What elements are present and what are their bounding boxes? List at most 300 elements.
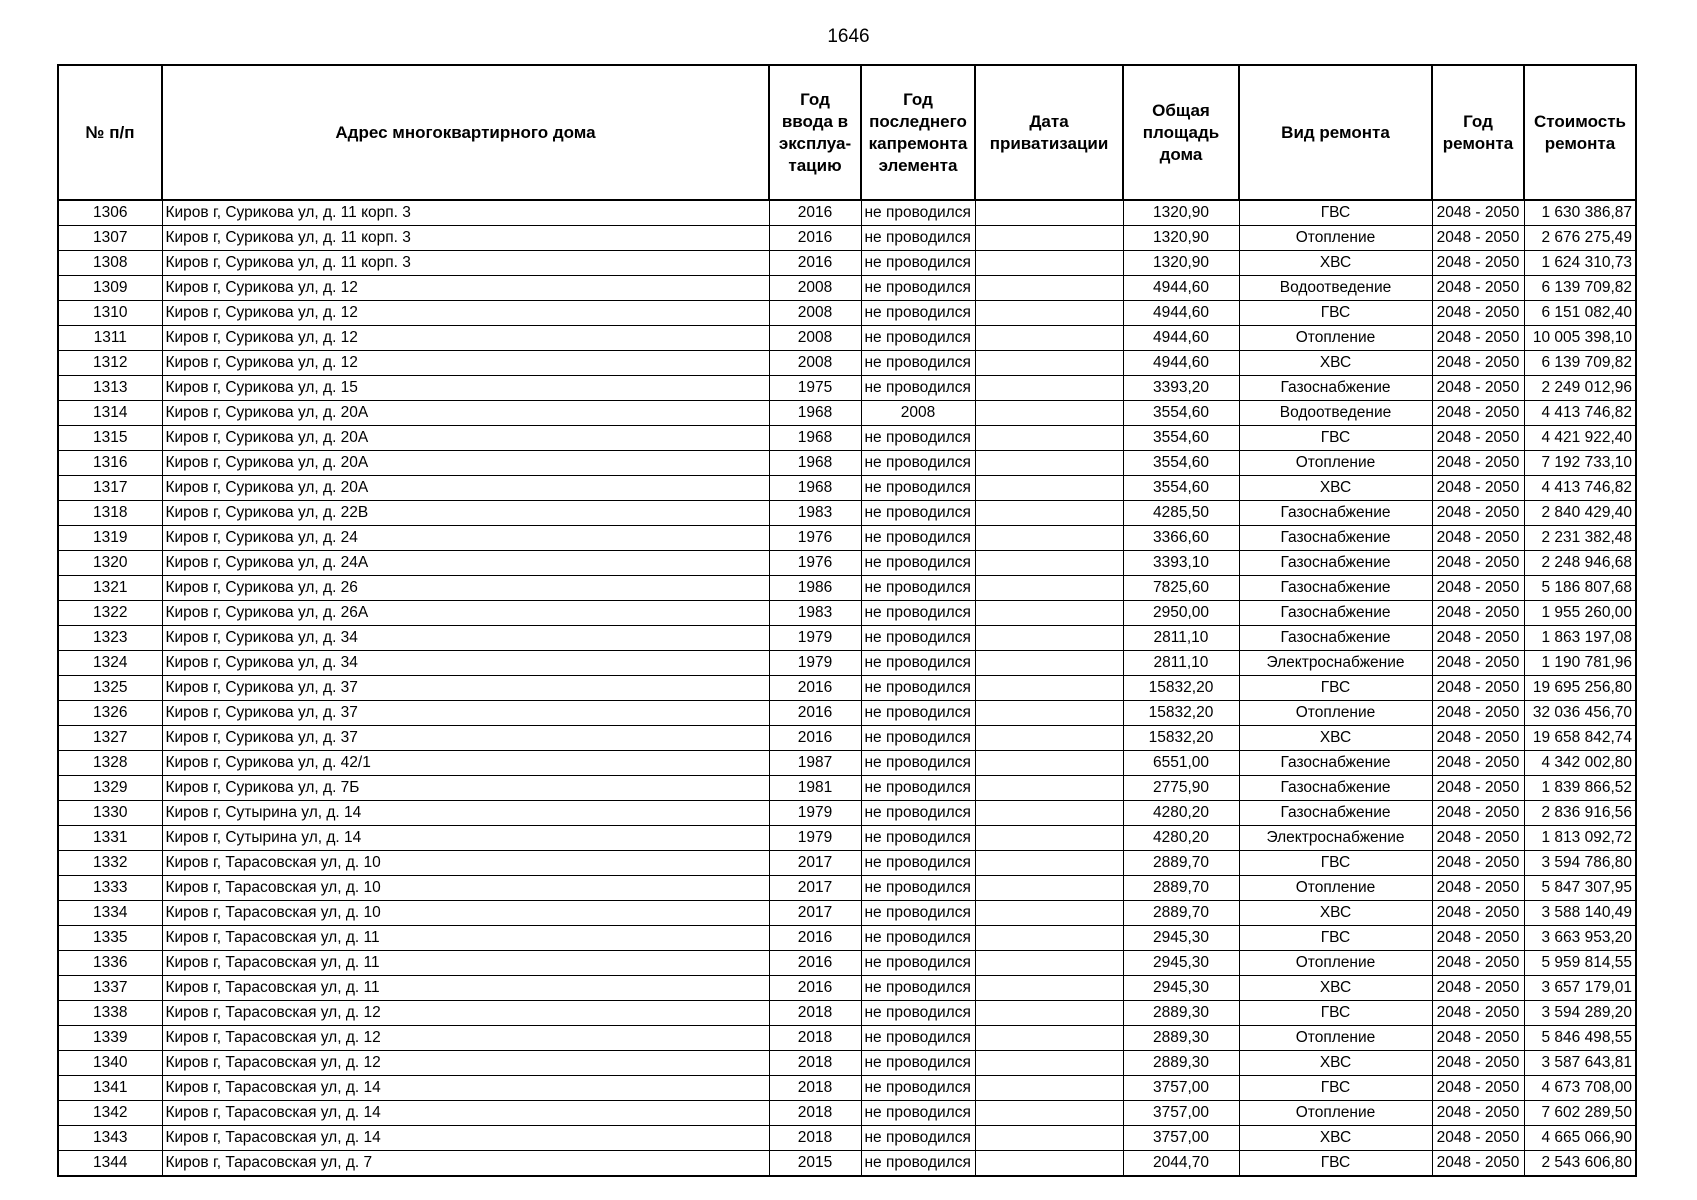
row-year-cell: 1983 (769, 501, 861, 526)
row-area-cell: 2889,30 (1123, 1051, 1239, 1076)
row-repair-type-cell: Газоснабжение (1239, 776, 1432, 801)
row-privatization-cell (975, 251, 1123, 276)
row-repair-period-cell: 2048 - 2050 (1432, 1051, 1524, 1076)
row-repair-period-cell: 2048 - 2050 (1432, 1001, 1524, 1026)
row-repair-type-cell: ХВС (1239, 901, 1432, 926)
row-year-cell: 1968 (769, 426, 861, 451)
row-area-cell: 7825,60 (1123, 576, 1239, 601)
table-row (58, 826, 1636, 851)
row-num-cell: 1310 (58, 301, 162, 326)
row-repair-period-cell: 2048 - 2050 (1432, 801, 1524, 826)
row-area-cell: 3554,60 (1123, 426, 1239, 451)
row-num-cell: 1328 (58, 751, 162, 776)
row-num-cell: 1334 (58, 901, 162, 926)
row-privatization-cell (975, 751, 1123, 776)
row-repair-type-cell: ХВС (1239, 976, 1432, 1001)
row-num-cell: 1331 (58, 826, 162, 851)
row-repair-type-cell: Газоснабжение (1239, 551, 1432, 576)
row-cost-cell: 4 665 066,90 (1524, 1126, 1636, 1151)
table-row (58, 1076, 1636, 1101)
row-repair-type-cell: ХВС (1239, 351, 1432, 376)
row-year-cell: 2018 (769, 1026, 861, 1051)
row-privatization-cell (975, 476, 1123, 501)
row-repair-period-cell: 2048 - 2050 (1432, 726, 1524, 751)
row-year-cell: 2016 (769, 951, 861, 976)
row-privatization-cell (975, 1076, 1123, 1101)
row-address-cell: Киров г, Сутырина ул, д. 14 (162, 826, 769, 851)
row-area-cell: 3757,00 (1123, 1126, 1239, 1151)
row-last-repair-cell: не проводился (861, 826, 975, 851)
header-repair-year: Год ремонта (1432, 65, 1524, 200)
row-last-repair-cell: не проводился (861, 1126, 975, 1151)
row-repair-period-cell: 2048 - 2050 (1432, 351, 1524, 376)
row-privatization-cell (975, 376, 1123, 401)
row-year-cell: 1981 (769, 776, 861, 801)
table-row (58, 526, 1636, 551)
row-privatization-cell (975, 876, 1123, 901)
row-address-cell: Киров г, Тарасовская ул, д. 11 (162, 926, 769, 951)
row-num-cell: 1327 (58, 726, 162, 751)
row-num-cell: 1341 (58, 1076, 162, 1101)
row-repair-period-cell: 2048 - 2050 (1432, 976, 1524, 1001)
row-year-cell: 2018 (769, 1051, 861, 1076)
table-row (58, 776, 1636, 801)
table-row (58, 401, 1636, 426)
row-cost-cell: 4 673 708,00 (1524, 1076, 1636, 1101)
row-repair-type-cell: Газоснабжение (1239, 576, 1432, 601)
row-last-repair-cell: не проводился (861, 1001, 975, 1026)
row-repair-type-cell: ХВС (1239, 251, 1432, 276)
row-privatization-cell (975, 826, 1123, 851)
row-repair-type-cell: ГВС (1239, 301, 1432, 326)
row-num-cell: 1326 (58, 701, 162, 726)
row-repair-type-cell: ГВС (1239, 1076, 1432, 1101)
table-row (58, 476, 1636, 501)
row-privatization-cell (975, 976, 1123, 1001)
row-last-repair-cell: не проводился (861, 551, 975, 576)
row-num-cell: 1343 (58, 1126, 162, 1151)
row-repair-type-cell: Газоснабжение (1239, 526, 1432, 551)
row-year-cell: 2017 (769, 876, 861, 901)
row-area-cell: 3393,20 (1123, 376, 1239, 401)
table-row (58, 551, 1636, 576)
row-address-cell: Киров г, Сурикова ул, д. 37 (162, 701, 769, 726)
row-address-cell: Киров г, Сурикова ул, д. 20А (162, 476, 769, 501)
row-address-cell: Киров г, Сурикова ул, д. 37 (162, 726, 769, 751)
row-repair-period-cell: 2048 - 2050 (1432, 1126, 1524, 1151)
row-address-cell: Киров г, Тарасовская ул, д. 10 (162, 876, 769, 901)
row-privatization-cell (975, 726, 1123, 751)
header-year-commission: Год ввода в эксплуа-тацию (769, 65, 861, 200)
row-repair-type-cell: ГВС (1239, 1001, 1432, 1026)
row-area-cell: 6551,00 (1123, 751, 1239, 776)
row-last-repair-cell: не проводился (861, 976, 975, 1001)
row-last-repair-cell: не проводился (861, 1026, 975, 1051)
row-privatization-cell (975, 626, 1123, 651)
row-cost-cell: 6 139 709,82 (1524, 276, 1636, 301)
row-repair-period-cell: 2048 - 2050 (1432, 626, 1524, 651)
row-year-cell: 2017 (769, 901, 861, 926)
row-num-cell: 1329 (58, 776, 162, 801)
row-area-cell: 2945,30 (1123, 926, 1239, 951)
row-repair-period-cell: 2048 - 2050 (1432, 526, 1524, 551)
row-cost-cell: 5 846 498,55 (1524, 1026, 1636, 1051)
row-repair-type-cell: Электроснабжение (1239, 826, 1432, 851)
row-cost-cell: 4 421 922,40 (1524, 426, 1636, 451)
row-address-cell: Киров г, Сурикова ул, д. 12 (162, 351, 769, 376)
row-privatization-cell (975, 226, 1123, 251)
row-year-cell: 2016 (769, 726, 861, 751)
row-year-cell: 1976 (769, 526, 861, 551)
row-area-cell: 2945,30 (1123, 976, 1239, 1001)
row-cost-cell: 32 036 456,70 (1524, 701, 1636, 726)
row-privatization-cell (975, 1051, 1123, 1076)
row-cost-cell: 2 543 606,80 (1524, 1151, 1636, 1177)
row-repair-type-cell: Газоснабжение (1239, 501, 1432, 526)
row-year-cell: 2016 (769, 926, 861, 951)
table-row (58, 226, 1636, 251)
row-year-cell: 1979 (769, 626, 861, 651)
row-area-cell: 2889,70 (1123, 876, 1239, 901)
table-row (58, 751, 1636, 776)
row-repair-period-cell: 2048 - 2050 (1432, 451, 1524, 476)
row-last-repair-cell: не проводился (861, 676, 975, 701)
row-area-cell: 3757,00 (1123, 1076, 1239, 1101)
row-last-repair-cell: не проводился (861, 426, 975, 451)
row-cost-cell: 3 657 179,01 (1524, 976, 1636, 1001)
table-row (58, 301, 1636, 326)
row-privatization-cell (975, 926, 1123, 951)
table-row (58, 200, 1636, 226)
row-num-cell: 1330 (58, 801, 162, 826)
row-repair-period-cell: 2048 - 2050 (1432, 426, 1524, 451)
row-repair-type-cell: ХВС (1239, 476, 1432, 501)
row-num-cell: 1325 (58, 676, 162, 701)
row-area-cell: 4944,60 (1123, 351, 1239, 376)
row-privatization-cell (975, 501, 1123, 526)
table-row (58, 251, 1636, 276)
header-cost: Стоимость ремонта (1524, 65, 1636, 200)
row-last-repair-cell: не проводился (861, 776, 975, 801)
row-repair-type-cell: Водоотведение (1239, 401, 1432, 426)
row-last-repair-cell: не проводился (861, 351, 975, 376)
row-area-cell: 4285,50 (1123, 501, 1239, 526)
table-row (58, 426, 1636, 451)
row-num-cell: 1338 (58, 1001, 162, 1026)
row-address-cell: Киров г, Тарасовская ул, д. 11 (162, 976, 769, 1001)
row-privatization-cell (975, 326, 1123, 351)
header-privatization: Дата приватизации (975, 65, 1123, 200)
row-privatization-cell (975, 351, 1123, 376)
row-cost-cell: 2 248 946,68 (1524, 551, 1636, 576)
table-row (58, 876, 1636, 901)
row-address-cell: Киров г, Сурикова ул, д. 20А (162, 426, 769, 451)
row-year-cell: 1987 (769, 751, 861, 776)
row-num-cell: 1313 (58, 376, 162, 401)
row-address-cell: Киров г, Сурикова ул, д. 12 (162, 276, 769, 301)
row-cost-cell: 10 005 398,10 (1524, 326, 1636, 351)
row-cost-cell: 2 836 916,56 (1524, 801, 1636, 826)
row-num-cell: 1340 (58, 1051, 162, 1076)
row-repair-type-cell: Отопление (1239, 876, 1432, 901)
row-repair-type-cell: Газоснабжение (1239, 801, 1432, 826)
row-area-cell: 1320,90 (1123, 200, 1239, 226)
row-area-cell: 3554,60 (1123, 401, 1239, 426)
table-row (58, 726, 1636, 751)
row-repair-type-cell: ГВС (1239, 676, 1432, 701)
row-address-cell: Киров г, Сурикова ул, д. 11 корп. 3 (162, 226, 769, 251)
row-area-cell: 2889,30 (1123, 1001, 1239, 1026)
row-year-cell: 1976 (769, 551, 861, 576)
row-area-cell: 2811,10 (1123, 651, 1239, 676)
row-repair-period-cell: 2048 - 2050 (1432, 401, 1524, 426)
table-row (58, 501, 1636, 526)
row-repair-type-cell: Газоснабжение (1239, 376, 1432, 401)
row-cost-cell: 4 342 002,80 (1524, 751, 1636, 776)
row-year-cell: 1979 (769, 826, 861, 851)
header-repair-type: Вид ремонта (1239, 65, 1432, 200)
row-year-cell: 1968 (769, 476, 861, 501)
row-num-cell: 1336 (58, 951, 162, 976)
header-num: № п/п (58, 65, 162, 200)
table-row (58, 651, 1636, 676)
row-repair-period-cell: 2048 - 2050 (1432, 501, 1524, 526)
row-repair-period-cell: 2048 - 2050 (1432, 751, 1524, 776)
row-cost-cell: 1 839 866,52 (1524, 776, 1636, 801)
row-cost-cell: 3 588 140,49 (1524, 901, 1636, 926)
row-num-cell: 1316 (58, 451, 162, 476)
row-repair-period-cell: 2048 - 2050 (1432, 326, 1524, 351)
row-cost-cell: 7 192 733,10 (1524, 451, 1636, 476)
table-row (58, 1151, 1636, 1177)
page-number: 1646 (827, 26, 870, 47)
row-cost-cell: 2 676 275,49 (1524, 226, 1636, 251)
row-repair-period-cell: 2048 - 2050 (1432, 876, 1524, 901)
row-last-repair-cell: 2008 (861, 401, 975, 426)
row-address-cell: Киров г, Сурикова ул, д. 26А (162, 601, 769, 626)
table-row (58, 951, 1636, 976)
row-privatization-cell (975, 601, 1123, 626)
row-repair-type-cell: Газоснабжение (1239, 626, 1432, 651)
row-privatization-cell (975, 1001, 1123, 1026)
row-last-repair-cell: не проводился (861, 801, 975, 826)
row-area-cell: 15832,20 (1123, 676, 1239, 701)
row-num-cell: 1342 (58, 1101, 162, 1126)
row-num-cell: 1319 (58, 526, 162, 551)
row-cost-cell: 6 151 082,40 (1524, 301, 1636, 326)
row-address-cell: Киров г, Сурикова ул, д. 37 (162, 676, 769, 701)
row-repair-type-cell: Электроснабжение (1239, 651, 1432, 676)
table-row (58, 576, 1636, 601)
row-cost-cell: 5 959 814,55 (1524, 951, 1636, 976)
row-address-cell: Киров г, Тарасовская ул, д. 11 (162, 951, 769, 976)
row-repair-period-cell: 2048 - 2050 (1432, 226, 1524, 251)
table-body (58, 200, 1636, 1176)
row-repair-type-cell: ХВС (1239, 1051, 1432, 1076)
row-repair-period-cell: 2048 - 2050 (1432, 1101, 1524, 1126)
row-num-cell: 1323 (58, 626, 162, 651)
row-cost-cell: 19 695 256,80 (1524, 676, 1636, 701)
row-area-cell: 2889,30 (1123, 1026, 1239, 1051)
row-last-repair-cell: не проводился (861, 451, 975, 476)
row-year-cell: 2018 (769, 1076, 861, 1101)
row-repair-period-cell: 2048 - 2050 (1432, 1076, 1524, 1101)
table-row (58, 276, 1636, 301)
table-row (58, 901, 1636, 926)
row-repair-period-cell: 2048 - 2050 (1432, 851, 1524, 876)
row-repair-period-cell: 2048 - 2050 (1432, 701, 1524, 726)
row-year-cell: 2018 (769, 1126, 861, 1151)
row-last-repair-cell: не проводился (861, 901, 975, 926)
row-last-repair-cell: не проводился (861, 200, 975, 226)
row-num-cell: 1306 (58, 200, 162, 226)
row-repair-period-cell: 2048 - 2050 (1432, 951, 1524, 976)
row-num-cell: 1321 (58, 576, 162, 601)
row-cost-cell: 1 863 197,08 (1524, 626, 1636, 651)
table-row (58, 601, 1636, 626)
row-last-repair-cell: не проводился (861, 476, 975, 501)
row-cost-cell: 6 139 709,82 (1524, 351, 1636, 376)
row-repair-type-cell: ГВС (1239, 200, 1432, 226)
row-cost-cell: 2 840 429,40 (1524, 501, 1636, 526)
table-row (58, 1001, 1636, 1026)
row-repair-type-cell: Отопление (1239, 1026, 1432, 1051)
row-last-repair-cell: не проводился (861, 1151, 975, 1177)
row-privatization-cell (975, 1126, 1123, 1151)
row-privatization-cell (975, 1151, 1123, 1177)
row-privatization-cell (975, 851, 1123, 876)
row-address-cell: Киров г, Тарасовская ул, д. 14 (162, 1076, 769, 1101)
table-row (58, 1101, 1636, 1126)
row-repair-period-cell: 2048 - 2050 (1432, 251, 1524, 276)
row-num-cell: 1311 (58, 326, 162, 351)
row-repair-type-cell: Газоснабжение (1239, 601, 1432, 626)
row-area-cell: 4944,60 (1123, 276, 1239, 301)
row-year-cell: 2018 (769, 1101, 861, 1126)
row-repair-type-cell: ГВС (1239, 926, 1432, 951)
row-last-repair-cell: не проводился (861, 851, 975, 876)
row-address-cell: Киров г, Сурикова ул, д. 42/1 (162, 751, 769, 776)
row-year-cell: 2016 (769, 976, 861, 1001)
row-last-repair-cell: не проводился (861, 651, 975, 676)
row-address-cell: Киров г, Сурикова ул, д. 20А (162, 451, 769, 476)
row-area-cell: 2775,90 (1123, 776, 1239, 801)
row-area-cell: 4944,60 (1123, 326, 1239, 351)
table-row (58, 801, 1636, 826)
row-year-cell: 2008 (769, 326, 861, 351)
row-privatization-cell (975, 1026, 1123, 1051)
row-repair-type-cell: Отопление (1239, 226, 1432, 251)
row-address-cell: Киров г, Тарасовская ул, д. 14 (162, 1126, 769, 1151)
row-last-repair-cell: не проводился (861, 751, 975, 776)
row-repair-type-cell: Отопление (1239, 1101, 1432, 1126)
table-row (58, 851, 1636, 876)
row-cost-cell: 1 624 310,73 (1524, 251, 1636, 276)
row-privatization-cell (975, 551, 1123, 576)
row-last-repair-cell: не проводился (861, 501, 975, 526)
row-repair-period-cell: 2048 - 2050 (1432, 676, 1524, 701)
row-last-repair-cell: не проводился (861, 951, 975, 976)
table-row (58, 451, 1636, 476)
row-address-cell: Киров г, Сурикова ул, д. 11 корп. 3 (162, 200, 769, 226)
row-num-cell: 1315 (58, 426, 162, 451)
row-year-cell: 2015 (769, 1151, 861, 1177)
row-num-cell: 1307 (58, 226, 162, 251)
row-address-cell: Киров г, Тарасовская ул, д. 12 (162, 1026, 769, 1051)
row-privatization-cell (975, 651, 1123, 676)
table-row (58, 1051, 1636, 1076)
row-repair-type-cell: ГВС (1239, 851, 1432, 876)
row-repair-type-cell: ХВС (1239, 726, 1432, 751)
table-row (58, 626, 1636, 651)
row-privatization-cell (975, 701, 1123, 726)
row-year-cell: 1979 (769, 651, 861, 676)
row-address-cell: Киров г, Тарасовская ул, д. 10 (162, 851, 769, 876)
row-area-cell: 3554,60 (1123, 476, 1239, 501)
row-cost-cell: 3 587 643,81 (1524, 1051, 1636, 1076)
row-last-repair-cell: не проводился (861, 276, 975, 301)
row-cost-cell: 2 231 382,48 (1524, 526, 1636, 551)
row-year-cell: 1986 (769, 576, 861, 601)
row-address-cell: Киров г, Сурикова ул, д. 20А (162, 401, 769, 426)
row-num-cell: 1312 (58, 351, 162, 376)
row-year-cell: 2017 (769, 851, 861, 876)
row-area-cell: 1320,90 (1123, 251, 1239, 276)
row-num-cell: 1320 (58, 551, 162, 576)
row-last-repair-cell: не проводился (861, 926, 975, 951)
table-row (58, 926, 1636, 951)
row-area-cell: 4944,60 (1123, 301, 1239, 326)
row-area-cell: 15832,20 (1123, 701, 1239, 726)
row-address-cell: Киров г, Сурикова ул, д. 12 (162, 301, 769, 326)
row-cost-cell: 7 602 289,50 (1524, 1101, 1636, 1126)
row-num-cell: 1314 (58, 401, 162, 426)
row-num-cell: 1308 (58, 251, 162, 276)
header-address: Адрес многоквартирного дома (162, 65, 769, 200)
row-privatization-cell (975, 451, 1123, 476)
row-area-cell: 3757,00 (1123, 1101, 1239, 1126)
row-repair-period-cell: 2048 - 2050 (1432, 926, 1524, 951)
row-area-cell: 4280,20 (1123, 826, 1239, 851)
row-privatization-cell (975, 276, 1123, 301)
row-cost-cell: 5 847 307,95 (1524, 876, 1636, 901)
row-repair-period-cell: 2048 - 2050 (1432, 200, 1524, 226)
row-privatization-cell (975, 776, 1123, 801)
row-address-cell: Киров г, Сутырина ул, д. 14 (162, 801, 769, 826)
row-repair-period-cell: 2048 - 2050 (1432, 601, 1524, 626)
row-last-repair-cell: не проводился (861, 251, 975, 276)
row-last-repair-cell: не проводился (861, 301, 975, 326)
row-last-repair-cell: не проводился (861, 601, 975, 626)
row-cost-cell: 3 594 289,20 (1524, 1001, 1636, 1026)
row-cost-cell: 4 413 746,82 (1524, 401, 1636, 426)
row-cost-cell: 19 658 842,74 (1524, 726, 1636, 751)
row-year-cell: 2016 (769, 701, 861, 726)
row-repair-type-cell: Отопление (1239, 951, 1432, 976)
row-privatization-cell (975, 576, 1123, 601)
row-address-cell: Киров г, Сурикова ул, д. 24 (162, 526, 769, 551)
row-last-repair-cell: не проводился (861, 1101, 975, 1126)
row-privatization-cell (975, 801, 1123, 826)
table-row (58, 676, 1636, 701)
row-last-repair-cell: не проводился (861, 1051, 975, 1076)
row-repair-type-cell: Отопление (1239, 701, 1432, 726)
header-area: Общая площадь дома (1123, 65, 1239, 200)
row-repair-period-cell: 2048 - 2050 (1432, 1026, 1524, 1051)
row-last-repair-cell: не проводился (861, 226, 975, 251)
row-cost-cell: 5 186 807,68 (1524, 576, 1636, 601)
row-repair-period-cell: 2048 - 2050 (1432, 776, 1524, 801)
